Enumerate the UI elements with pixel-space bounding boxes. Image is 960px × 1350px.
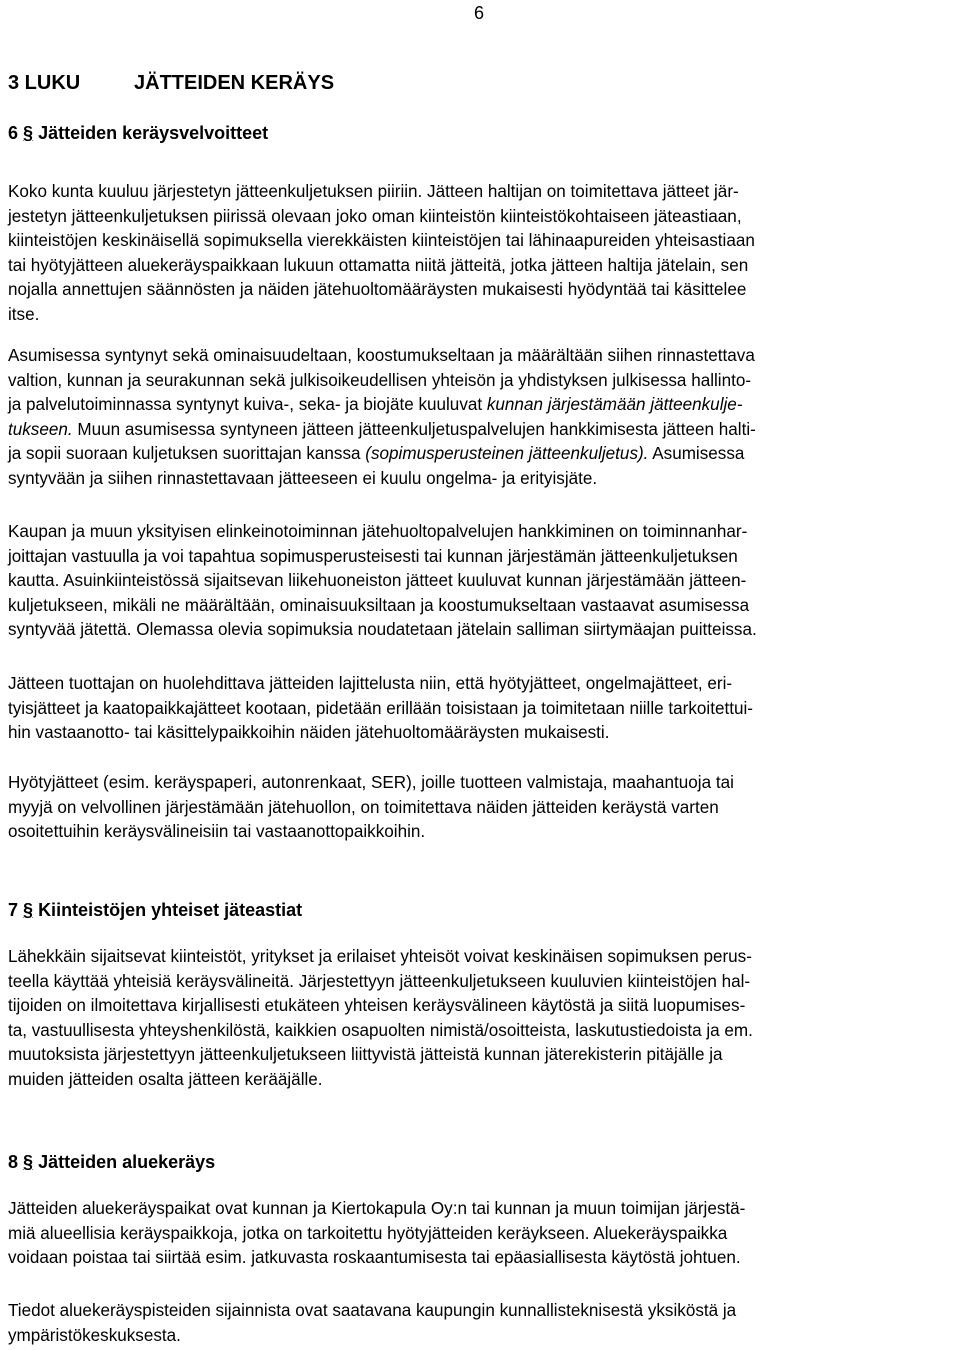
section-title: Kiinteistöjen yhteiset jäteastiat [38,900,303,920]
text-line [8,442,956,467]
italic-term: kunnan järjestämään jätteenkulje- [486,395,743,415]
text-line: valtion, kunnan ja seurakunnan sekä julkisoikeudellisen yhteisön ja yhdistyksen julkisessa hallinto- [8,370,752,390]
text-line: ta, vastuullisesta yhteyshenkilöstä, kaikkien osapuolten nimistä/osoitteista, laskutustiedoista ja em. [8,1020,753,1040]
chapter-title [8,70,334,96]
italic-term: (sopimusperusteinen jätteenkuljetus). [365,444,649,464]
chapter-heading: JÄTTEIDEN KERÄYS [134,72,335,94]
text-line: Jätteen tuottajan on huolehdittava jätteiden lajittelusta niin, että hyötyjätteet, ongelmajätteet, eri- [8,674,733,693]
text-line: Tiedot aluekeräyspisteiden sijainnista ovat saatavana kaupungin kunnallisteknisestä yksiköstä ja [8,1301,737,1320]
text-line: Lähekkäin sijaitsevat kiinteistöt, yritykset ja erilaiset yhteisöt voivat keskinäisen sopimuksen perus- [8,947,752,966]
section-symbol: § [23,123,34,143]
text-line: Kaupan ja muun yksityisen elinkeinotoiminnan jätehuoltopalvelujen hankkiminen on toiminnanhar- [8,522,748,541]
section-7-heading [8,898,302,922]
paragraph [8,771,956,845]
text-line: teella käyttää yhteisiä keräysvälineitä. Järjestettyyn jätteenkuljetukseen kuuluvien kiinteistöjen hal- [8,971,751,991]
section-number: 7 [8,900,19,920]
text-line: tai hyötyjätteen aluekeräyspaikkaan lukuun ottamatta niitä jätteitä, jotka jätteen haltija jätelain, sen [8,255,749,275]
text-line: Koko kunta kuuluu järjestetyn jätteenkuljetuksen piiriin. Jätteen haltijan on toimitettava jätteet jär- [8,182,739,201]
text-line: itse. [8,304,40,324]
text-line: Asumisessa syntynyt sekä ominaisuudeltaan, koostumukseltaan ja määrältään siihen rinnastettava [8,346,755,365]
chapter-number: 3 LUKU [8,72,81,94]
section-number: 8 [8,1152,19,1172]
section-8-heading [8,1150,215,1174]
paragraph [8,520,956,643]
paragraph [8,1197,956,1271]
text-line [8,418,956,443]
paragraph [8,344,956,492]
text-line: tyisjätteet ja kaatopaikkajätteet kootaan, pidetään erillään toisistaan ja toimitetaan niille tarkoitettui- [8,698,753,718]
text-line: kiinteistöjen keskinäisellä sopimuksella vierekkäisten kiinteistöjen tai lähinaapureiden yhteisastiaan [8,231,755,251]
text-line: Hyötyjätteet (esim. keräyspaperi, autonrenkaat, SER), joille tuotteen valmistaja, maahantuoja tai [8,773,734,792]
text-line: muutoksista järjestettyyn jätteenkuljetukseen liittyvistä jätteistä kunnan jäterekisterin pitäjälle ja [8,1045,723,1065]
text-line: joittajan vastuulla ja voi tapahtua sopimusperusteisesti tai kunnan järjestämän jätteenkuljetuksen [8,546,738,566]
text-line: voidaan poistaa tai siirtää esim. jatkuvasta roskaantumisesta tai epäasiallisesta käytöstä johtuen. [8,1248,741,1268]
text-run: ja sopii suoraan kuljetuksen suorittajan kanssa [8,444,366,464]
text-line: muiden jätteiden osalta jätteen kerääjälle. [8,1069,323,1089]
text-line: jestetyn jätteenkuljetuksen piirissä olevaan joko oman kiinteistön kiinteistökohtaiseen jäteastiaan, [8,206,742,226]
text-line: ympäristökeskuksesta. [8,1325,181,1345]
paragraph [8,180,956,328]
text-line [8,393,956,418]
text-run: ja palvelutoiminnassa syntynyt kuiva-, seka- ja biojäte kuuluvat [8,395,487,415]
text-line: Jätteiden aluekeräyspaikat ovat kunnan ja Kiertokapula Oy:n tai kunnan ja muun toimijan järjestä- [8,1199,746,1218]
page-number: 6 [474,3,485,23]
text-line: kuljetukseen, mikäli ne määrältään, ominaisuuksiltaan ja koostumukseltaan vastaavat asumisessa [8,595,750,615]
paragraph [8,672,956,746]
text-line: tijoiden on ilmoitettava kirjallisesti etukäteen yhteisen keräysvälineen käytöstä ja siitä luopumises- [8,996,746,1016]
text-run: Asumisessa [648,444,745,464]
text-line: hin vastaanotto- tai käsittelypaikkoihin näiden jätehuoltomääräysten mukaisesti. [8,723,610,743]
text-line: syntyvää jätettä. Olemassa olevia sopimuksia noudatetaan jätelain salliman siirtymäajan puitteissa. [8,620,757,640]
text-line: kautta. Asuinkiinteistössä sijaitsevan liikehuoneiston jätteet kuuluvat kunnan järjestämään jätteen- [8,571,747,591]
section-title: Jätteiden aluekeräys [38,1152,216,1172]
text-line: syntyvään ja siihen rinnastettavaan jätteeseen ei kuulu ongelma- ja erityisjäte. [8,468,598,488]
section-title: Jätteiden keräysvelvoitteet [38,123,269,143]
section-symbol: § [23,1152,34,1172]
section-number: 6 [8,123,19,143]
text-line: nojalla annettujen säännösten ja näiden jätehuoltomääräysten mukaisesti hyödyntää tai käsittelee [8,280,747,300]
italic-term: tukseen. [8,419,73,439]
section-6-heading [8,121,268,145]
text-line: osoitettuihin keräysvälineisiin tai vastaanottopaikkoihin. [8,822,426,842]
text-line: miä alueellisia keräyspaikkoja, jotka on tarkoitettu hyötyjätteiden keräykseen. Aluekeräyspaikka [8,1223,728,1243]
text-line: myyjä on velvollinen järjestämään jätehuollon, on toimitettava näiden jätteiden keräystä varten [8,797,719,817]
paragraph [8,1299,956,1348]
section-symbol: § [23,900,34,920]
paragraph [8,945,956,1093]
text-run: Muun asumisessa syntyneen jätteen jätteenkuljetuspalvelujen hankkimisesta jätteen halti- [72,419,756,439]
